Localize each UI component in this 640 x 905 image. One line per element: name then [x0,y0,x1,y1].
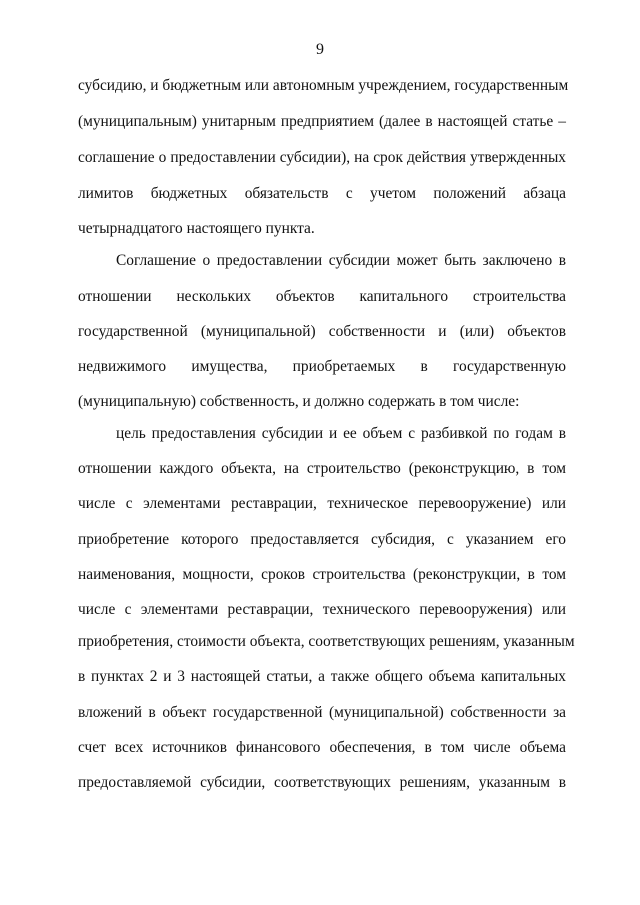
text-line: вложений в объект государственной (муниципальной) собственности за [78,704,566,721]
text-line: наименования, мощности, сроков строительства (реконструкции, в том [78,566,566,583]
text-line: числе с элементами реставрации, техническое перевооружение) или [78,495,566,512]
text-line: предоставляемой субсидии, соответствующих решениям, указанным в [78,774,566,791]
page-number: 9 [316,41,324,58]
text-line: отношении нескольких объектов капитального строительства [78,288,566,305]
text-line: лимитов бюджетных обязательств с учетом положений абзаца [78,185,566,202]
text-line: приобретения, стоимости объекта, соответствующих решениям, указанным [78,633,575,650]
text-line: государственной (муниципальной) собственности и (или) объектов [78,323,566,340]
text-line: (муниципальным) унитарным предприятием (далее в настоящей статье – [78,113,566,130]
text-line: отношении каждого объекта, на строительство (реконструкцию, в том [78,460,566,477]
text-line: цель предоставления субсидии и ее объем с разбивкой по годам в [116,425,566,442]
text-line: недвижимого имущества, приобретаемых в государственную [78,358,566,375]
text-line: соглашение о предоставлении субсидии), на срок действия утвержденных [78,149,566,166]
text-line: счет всех источников финансового обеспечения, в том числе объема [78,739,566,756]
text-line: четырнадцатого настоящего пункта. [78,220,315,237]
text-line: приобретение которого предоставляется субсидия, с указанием его [78,531,566,548]
text-line: числе с элементами реставрации, технического перевооружения) или [78,601,566,618]
text-line: (муниципальную) собственность, и должно содержать в том числе: [78,393,520,410]
text-line: в пунктах 2 и 3 настоящей статьи, а также общего объема капитальных [78,668,566,685]
text-line: субсидию, и бюджетным или автономным учреждением, государственным [78,77,569,94]
text-line: Соглашение о предоставлении субсидии может быть заключено в [116,252,566,269]
